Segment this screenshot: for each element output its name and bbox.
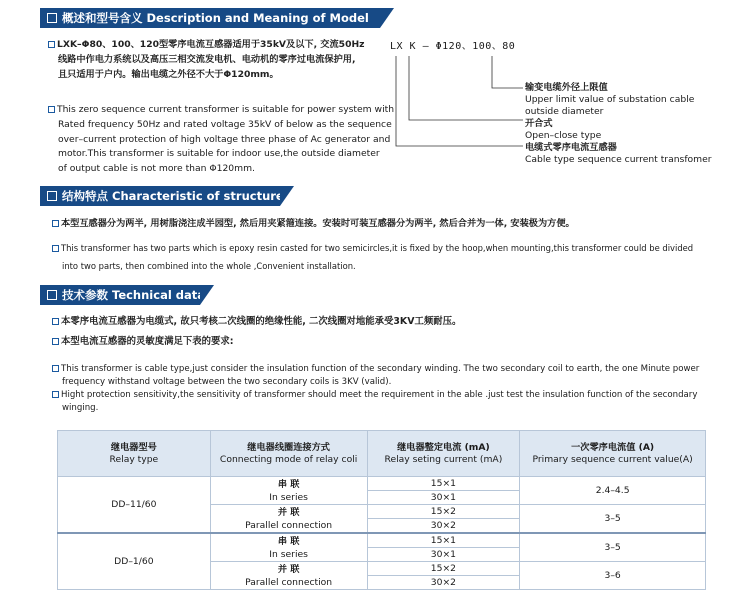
cell-current: 15×1	[367, 533, 520, 548]
cell-current: 15×2	[367, 505, 520, 519]
square-icon	[47, 191, 57, 201]
cell-primary-value: 3–5	[520, 505, 706, 534]
technical-cn1: 本零序电流互感器为电缆式, 故只考核二次线圈的绝缘性能, 二次线圈对地能承受3KV工频耐压。	[52, 315, 461, 330]
model-diagram-labels: 输变电缆外径上限值 Upper limit value of substation cable outside diameter 开合式 Open–close type 电缆式零序电流互感器 Cable type sequence current transfomer	[525, 82, 712, 165]
section-title-structure: 结构特点 Characteristic of structure	[62, 189, 284, 203]
cell-current: 15×1	[367, 477, 520, 491]
cell-connection-series: 串 联 In series	[210, 533, 367, 562]
cell-primary-value: 3–6	[520, 562, 706, 590]
cell-primary-value: 3–5	[520, 533, 706, 562]
cell-current: 30×2	[367, 576, 520, 590]
cell-relay-type: DD–11/60	[58, 477, 211, 534]
cell-current: 30×1	[367, 491, 520, 505]
bullet-icon	[52, 245, 59, 252]
structure-en: This transformer has two parts which is epoxy resin casted for two semicircles,it is fixed by the hoop,when mounting,this transformer could be divided into two parts, then combined into the whole ,Convenient installation.	[52, 239, 693, 275]
header-setting-current: 继电器整定电流 (mA) Relay seting current (mA)	[367, 431, 520, 477]
cell-current: 30×1	[367, 548, 520, 562]
cell-current: 30×2	[367, 519, 520, 534]
header-primary-current: 一次零序电流值 (A) Primary sequence current value(A)	[520, 431, 706, 477]
bullet-icon	[52, 391, 59, 398]
cell-relay-type: DD–1/60	[58, 533, 211, 590]
cell-primary-value: 2.4–4.5	[520, 477, 706, 505]
bullet-icon	[52, 365, 59, 372]
technical-cn2: 本型电流互感器的灵敏度满足下表的要求:	[52, 335, 234, 350]
bullet-icon	[52, 318, 59, 325]
model-code: LX K – Φ120、100、80	[390, 41, 516, 52]
square-icon	[47, 290, 57, 300]
cell-current: 15×2	[367, 562, 520, 576]
table-header-row	[58, 431, 706, 477]
header-connecting-mode: 继电器线圈连接方式 Connecting mode of relay coli	[210, 431, 367, 477]
structure-cn: 本型互感器分为两半, 用树脂浇注成半园型, 然后用夹紧箍连接。安装时可装互感器分为两半, 然后合并为一体, 安装极为方便。	[52, 217, 575, 232]
model-desc-cn: LXK–Φ80、100、120型零序电流互感器适用于35kV及以下, 交流50Hz 线路中作电力系统以及高压三相交流发电机、电动机的零序过电流保护用, 且只适用于户内。输出电缆之外径不大于Φ120mm。	[48, 38, 365, 82]
header-relay-type: 继电器型号 Relay type	[58, 431, 211, 477]
section-title-technical: 技术参数 Technical data	[62, 288, 206, 302]
section-title-model: 概述和型号含义 Description and Meaning of Model	[62, 11, 369, 25]
model-desc-en: This zero sequence current transformer is suitable for power system with Rated frequency 50Hz and rated voltage 35kV of below as the sequence over–current protection of high voltage three phase of Ac generator and motor.This transformer is suitable for indoor use,the outside diameter of output cable is not more than Φ120mm.	[48, 103, 394, 177]
cell-connection-parallel: 并 联 Parallel connection	[210, 562, 367, 590]
cell-connection-parallel: 并 联 Parallel connection	[210, 505, 367, 534]
bullet-icon	[52, 338, 59, 345]
section-header-structure	[40, 186, 714, 206]
cell-connection-series: 串 联 In series	[210, 477, 367, 505]
technical-en2: Hight protection sensitivity,the sensitivity of transformer should meet the requirement in the able .just test the insulation function of the secondary winging.	[52, 389, 697, 414]
table-row	[58, 533, 706, 548]
section-header-technical	[40, 285, 714, 305]
table-row	[58, 477, 706, 491]
technical-en1: This transformer is cable type,just consider the insulation function of the secondary winding. The two secondary coil to earth, the one Minute power frequency withstand voltage between the two secondary coils is 3KV (valid).	[52, 363, 699, 388]
relay-spec-table	[57, 430, 706, 590]
bullet-icon	[52, 220, 59, 227]
